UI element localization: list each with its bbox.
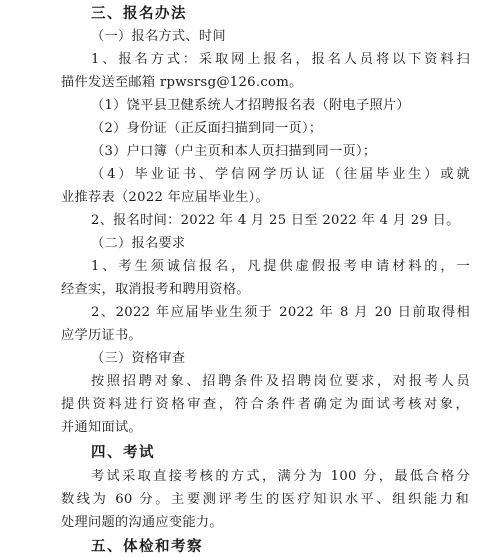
list-item-id-card: （2）身份证（正反面扫描到同一页）； (91, 121, 323, 136)
list-item-diploma-line2: 业推荐表（2022 年应届毕业生）。 (61, 190, 269, 205)
list-item-diploma-line1: （4）毕业证书、学信网学历认证（往届毕业生）或就 (91, 167, 470, 182)
paragraph-qualification-line3: 并通知面试。 (61, 420, 142, 435)
section-heading-physical-exam: 五、体检和考察 (91, 539, 203, 555)
paragraph-registration-method-line2: 描件发送至邮箱 rpwsrsg@126.com。 (61, 75, 303, 90)
paragraph-requirement2-line1: 2、2022 年应届毕业生须于 2022 年 8 月 20 日前取得相 (91, 305, 470, 320)
section-heading-exam: 四、考试 (91, 445, 155, 461)
paragraph-exam-line3: 处理问题的沟通应变能力。 (61, 515, 223, 530)
paragraph-requirement2-line2: 应学历证书。 (61, 328, 142, 343)
list-item-household-register: （3）户口簿（户主页和本人页扫描到同一页）； (91, 144, 377, 159)
paragraph-registration-method-line1: 1、报名方式：采取网上报名，报名人员将以下资料扫 (91, 52, 470, 67)
paragraph-qualification-line2: 提供资料进行资格审查，符合条件者确定为面试考核对象， (61, 397, 469, 412)
paragraph-exam-line2: 数线为 60 分。主要测评考生的医疗知识水平、组织能力和 (61, 492, 469, 507)
paragraph-requirement1-line2: 经查实，取消报考和聘用资格。 (61, 282, 250, 297)
paragraph-registration-time: 2、报名时间：2022 年 4 月 25 日至 2022 年 4 月 29 日。 (91, 213, 460, 228)
list-item-application-form: （1）饶平县卫健系统人才招聘报名表（附电子照片） (91, 98, 410, 113)
paragraph-requirement1-line1: 1、考生须诚信报名，凡提供虚假报考申请材料的，一 (91, 259, 470, 274)
subheading-qualification-review: （三）资格审查 (91, 351, 186, 366)
subheading-registration-requirements: （二）报名要求 (91, 236, 186, 251)
paragraph-qualification-line1: 按照招聘对象、招聘条件及招聘岗位要求，对报考人员 (91, 374, 470, 389)
paragraph-exam-line1: 考试采取直接考核的方式，满分为 100 分，最低合格分 (91, 469, 470, 484)
subheading-registration-method: （一）报名方式、时间 (91, 29, 226, 44)
section-heading-registration: 三、报名办法 (91, 6, 187, 22)
